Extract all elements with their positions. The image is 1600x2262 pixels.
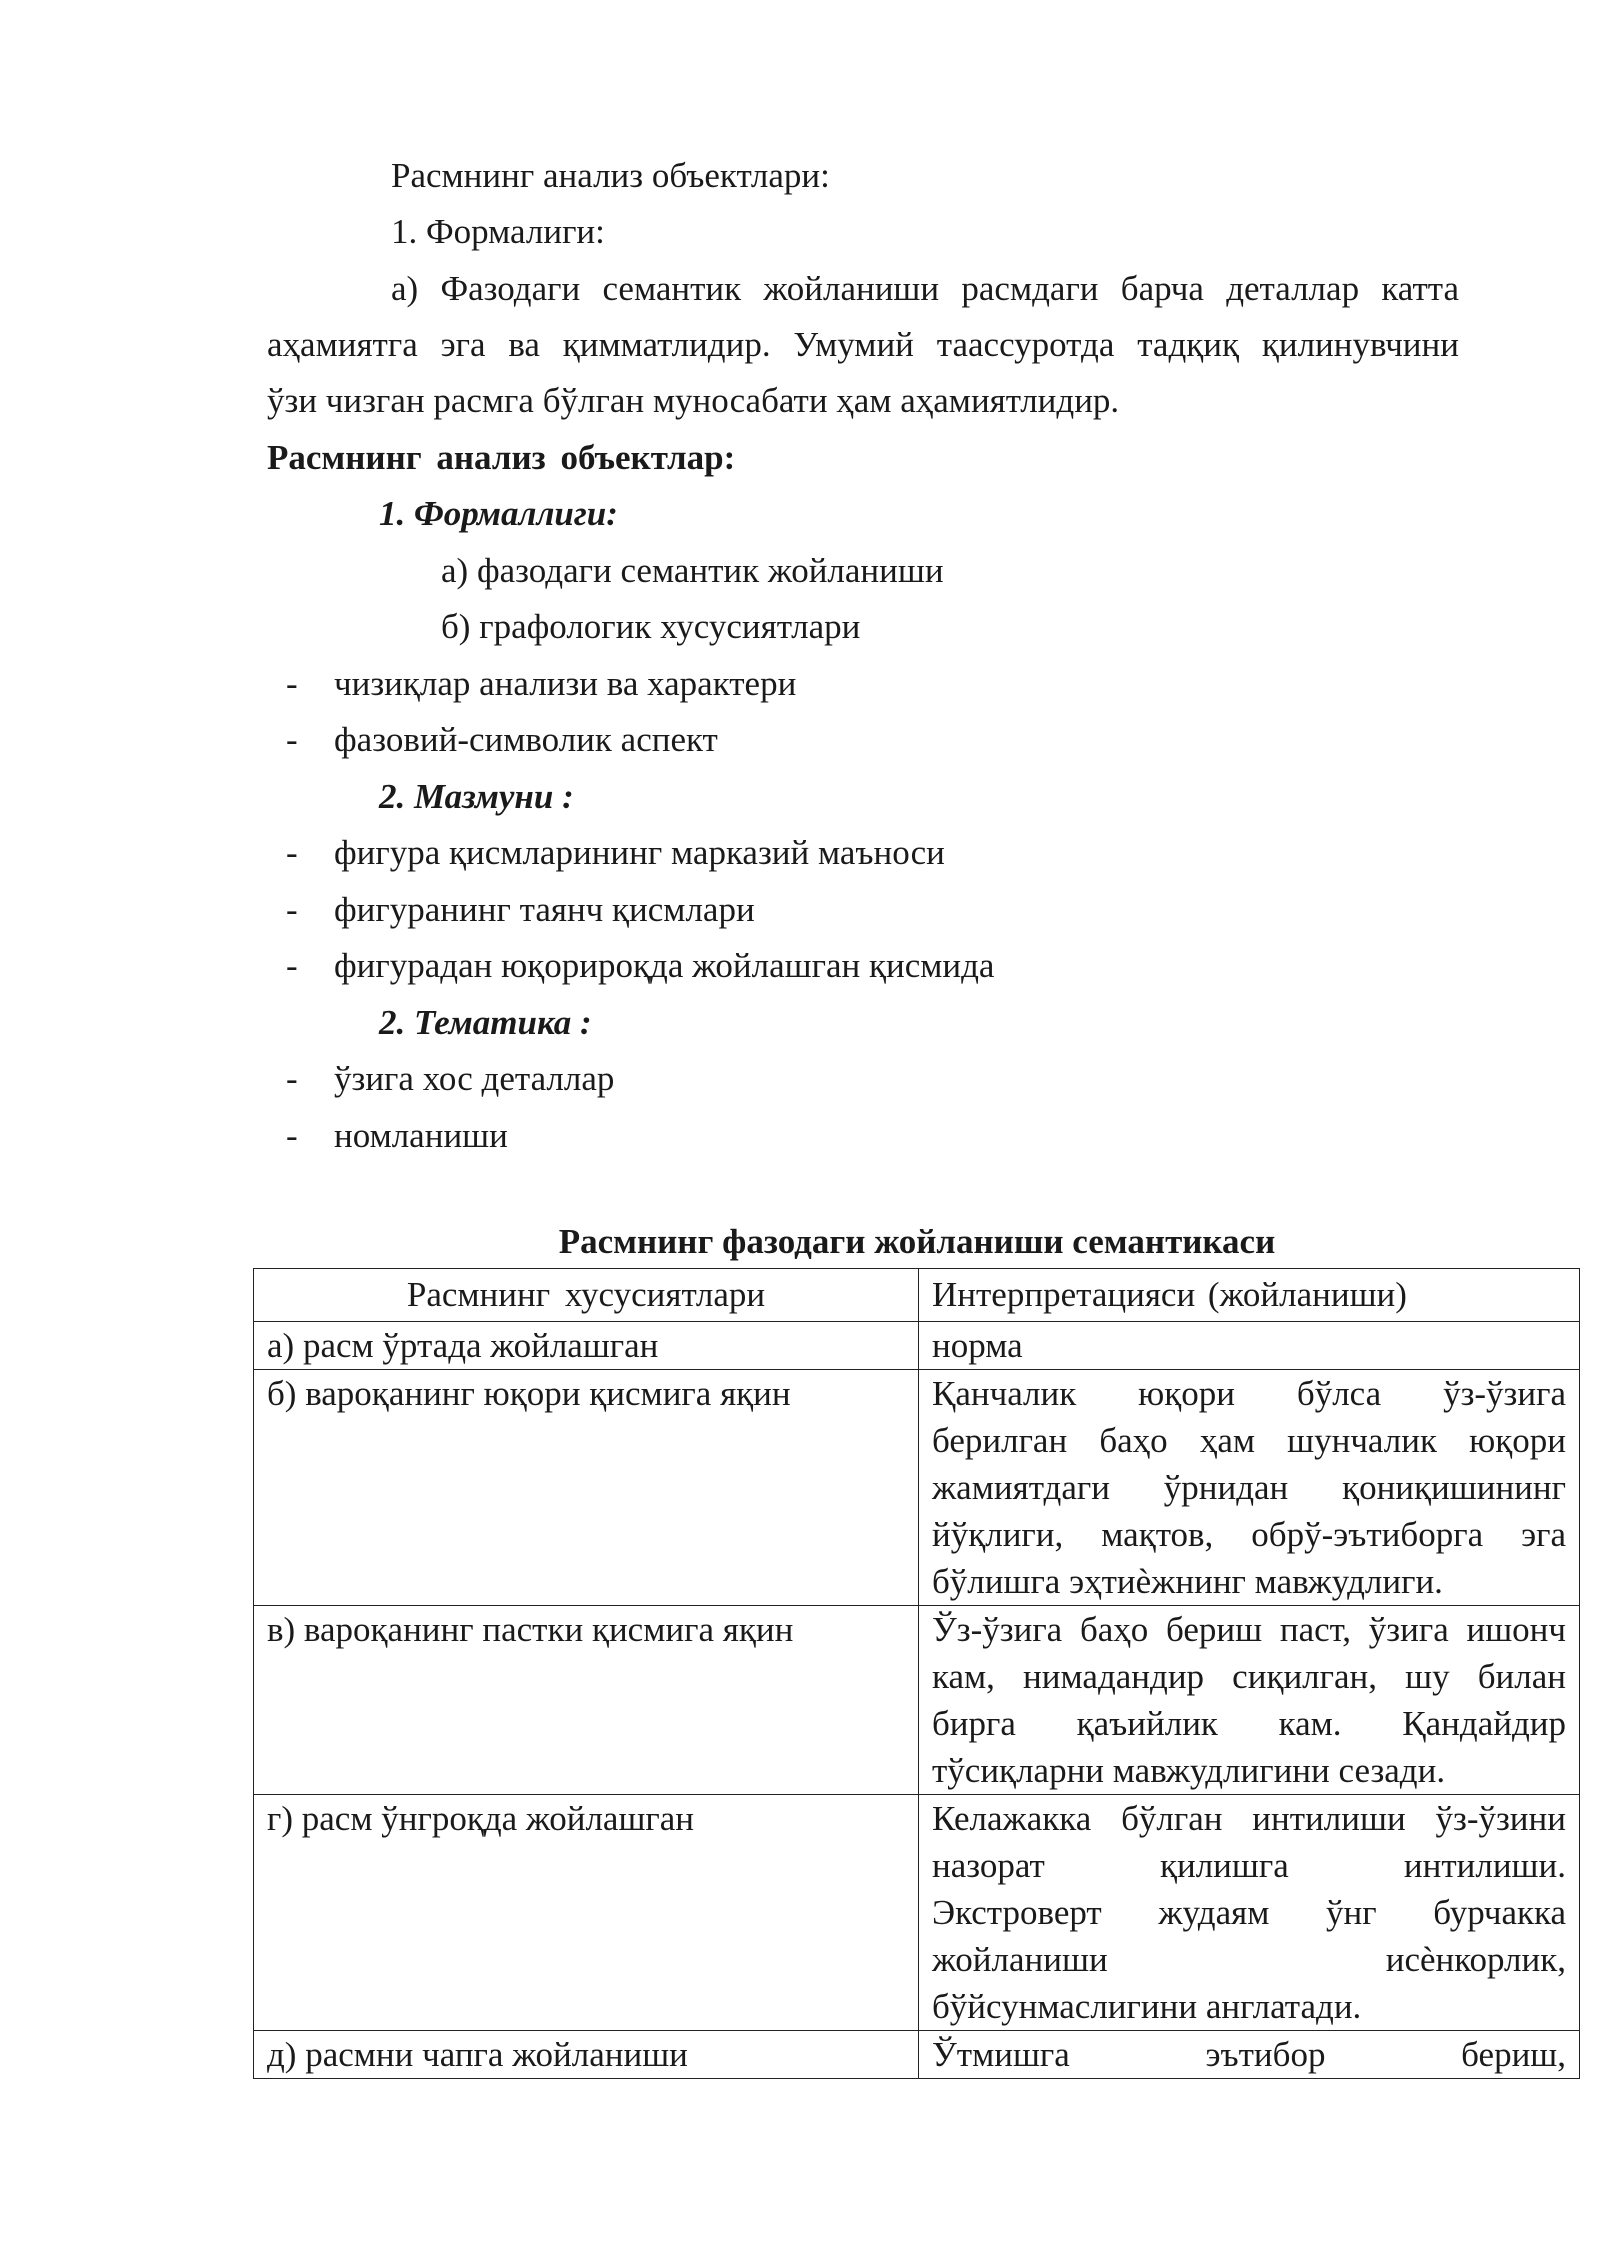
intro-heading: Расмнинг анализ объектлари: [391, 156, 830, 195]
interpretation-line: бўлишга эҳтиѐжнинг мавжудлиги. [932, 1562, 1443, 1601]
table-cell-feature: а) расм ўртада жойлашган [254, 1322, 919, 1370]
intro-paragraph-line-3: ўзи чизган расмга бўлган муносабати ҳам аҳамиятлидир. [267, 381, 1120, 420]
bullet-dash: - [286, 946, 298, 985]
bullet-item: фазовий-символик аспект [334, 720, 718, 759]
interpretation-line: Экстроверт жудаям ўнг бурчакка [932, 1893, 1566, 1932]
objects-heading: Расмнинг анализ объектлар: [267, 438, 736, 477]
table-cell-feature: д) расмни чапга жойланиши [254, 2031, 919, 2079]
table-cell-interpretation [919, 1606, 1580, 1795]
interpretation-line: Ўз-ўзига баҳо бериш паст, ўзига ишонч [932, 1610, 1566, 1649]
bullet-item: фигура қисмларининг марказий маъноси [334, 833, 945, 872]
table-cell-feature: в) вароқанинг пастки қисмига яқин [254, 1606, 919, 1795]
bullet-item: номланиши [334, 1116, 508, 1155]
interpretation-line: тўсиқларни мавжудлигини сезади. [932, 1751, 1446, 1790]
bullet-dash: - [286, 720, 298, 759]
interpretation-line: бирга қаъийлик кам. Қандайдир [932, 1704, 1566, 1743]
interpretation-line: Келажакка бўлган интилиши ўз-ўзини [932, 1799, 1566, 1838]
table-header-interpretation: Интерпретацияси (жойланиши) [919, 1269, 1580, 1322]
interpretation-line: кам, нимадандир сиқилган, шу билан [932, 1657, 1566, 1696]
interpretation-line: Қанчалик юқори бўлса ўз-ўзига [932, 1374, 1566, 1413]
table-row [254, 1606, 1580, 1795]
interpretation-line: Ўтмишга эътибор бериш, [932, 2035, 1566, 2074]
bullet-dash: - [286, 833, 298, 872]
bullet-dash: - [286, 890, 298, 929]
table-row [254, 2031, 1580, 2079]
table-cell-interpretation [919, 1370, 1580, 1606]
table-row [254, 1795, 1580, 2031]
table-title: Расмнинг фазодаги жойланиши семантикаси [558, 1222, 1276, 1261]
table-cell-feature: г) расм ўнгроқда жойлашган [254, 1795, 919, 2031]
bullet-dash: - [286, 664, 298, 703]
bullet-item: фигурадан юқорироқда жойлашган қисмида [334, 946, 995, 985]
intro-paragraph-line-2: аҳамиятга эга ва қимматлидир. Умумий таассуротда тадқиқ қилинувчини [267, 325, 1459, 364]
table-row [254, 1370, 1580, 1606]
sub-item-a: а) фазодаги семантик жойланиши [441, 551, 944, 590]
interpretation-line: норма [932, 1326, 1023, 1365]
table-cell-interpretation [919, 1795, 1580, 2031]
interpretation-line: бўйсунмаслигини англатади. [932, 1987, 1362, 2026]
semantics-table [253, 1268, 1580, 2079]
interpretation-line: йўқлиги, мақтов, обрў-эътиборга эга [932, 1515, 1566, 1554]
table-cell-feature: б) вароқанинг юқори қисмига яқин [254, 1370, 919, 1606]
intro-item-1: 1. Формалиги: [391, 212, 605, 251]
bullet-dash: - [286, 1059, 298, 1098]
section-1-title: 1. Формаллиги: [379, 494, 618, 533]
bullet-item: фигуранинг таянч қисмлари [334, 890, 755, 929]
table-header-feature: Расмнинг хусусиятлари [254, 1269, 919, 1322]
interpretation-line: жамиятдаги ўрнидан қониқишининг [932, 1468, 1566, 1507]
table-cell-interpretation [919, 1322, 1580, 1370]
table-row [254, 1322, 1580, 1370]
section-2-title: 2. Мазмуни : [379, 777, 574, 816]
bullet-item: ўзига хос деталлар [334, 1059, 615, 1098]
intro-paragraph-line-1: а) Фазодаги семантик жойланиши расмдаги барча деталлар катта [391, 269, 1459, 308]
section-3-title: 2. Тематика : [379, 1003, 592, 1042]
interpretation-line: назорат қилишга интилиши. [932, 1846, 1566, 1885]
interpretation-line: жойланиши исѐнкорлик, [932, 1940, 1566, 1979]
interpretation-line: берилган баҳо ҳам шунчалик юқори [932, 1421, 1566, 1460]
table-cell-interpretation [919, 2031, 1580, 2079]
table-header-row [254, 1269, 1580, 1322]
bullet-dash: - [286, 1116, 298, 1155]
bullet-item: чизиқлар анализи ва характери [334, 664, 797, 703]
sub-item-b: б) графологик хусусиятлари [441, 607, 861, 646]
